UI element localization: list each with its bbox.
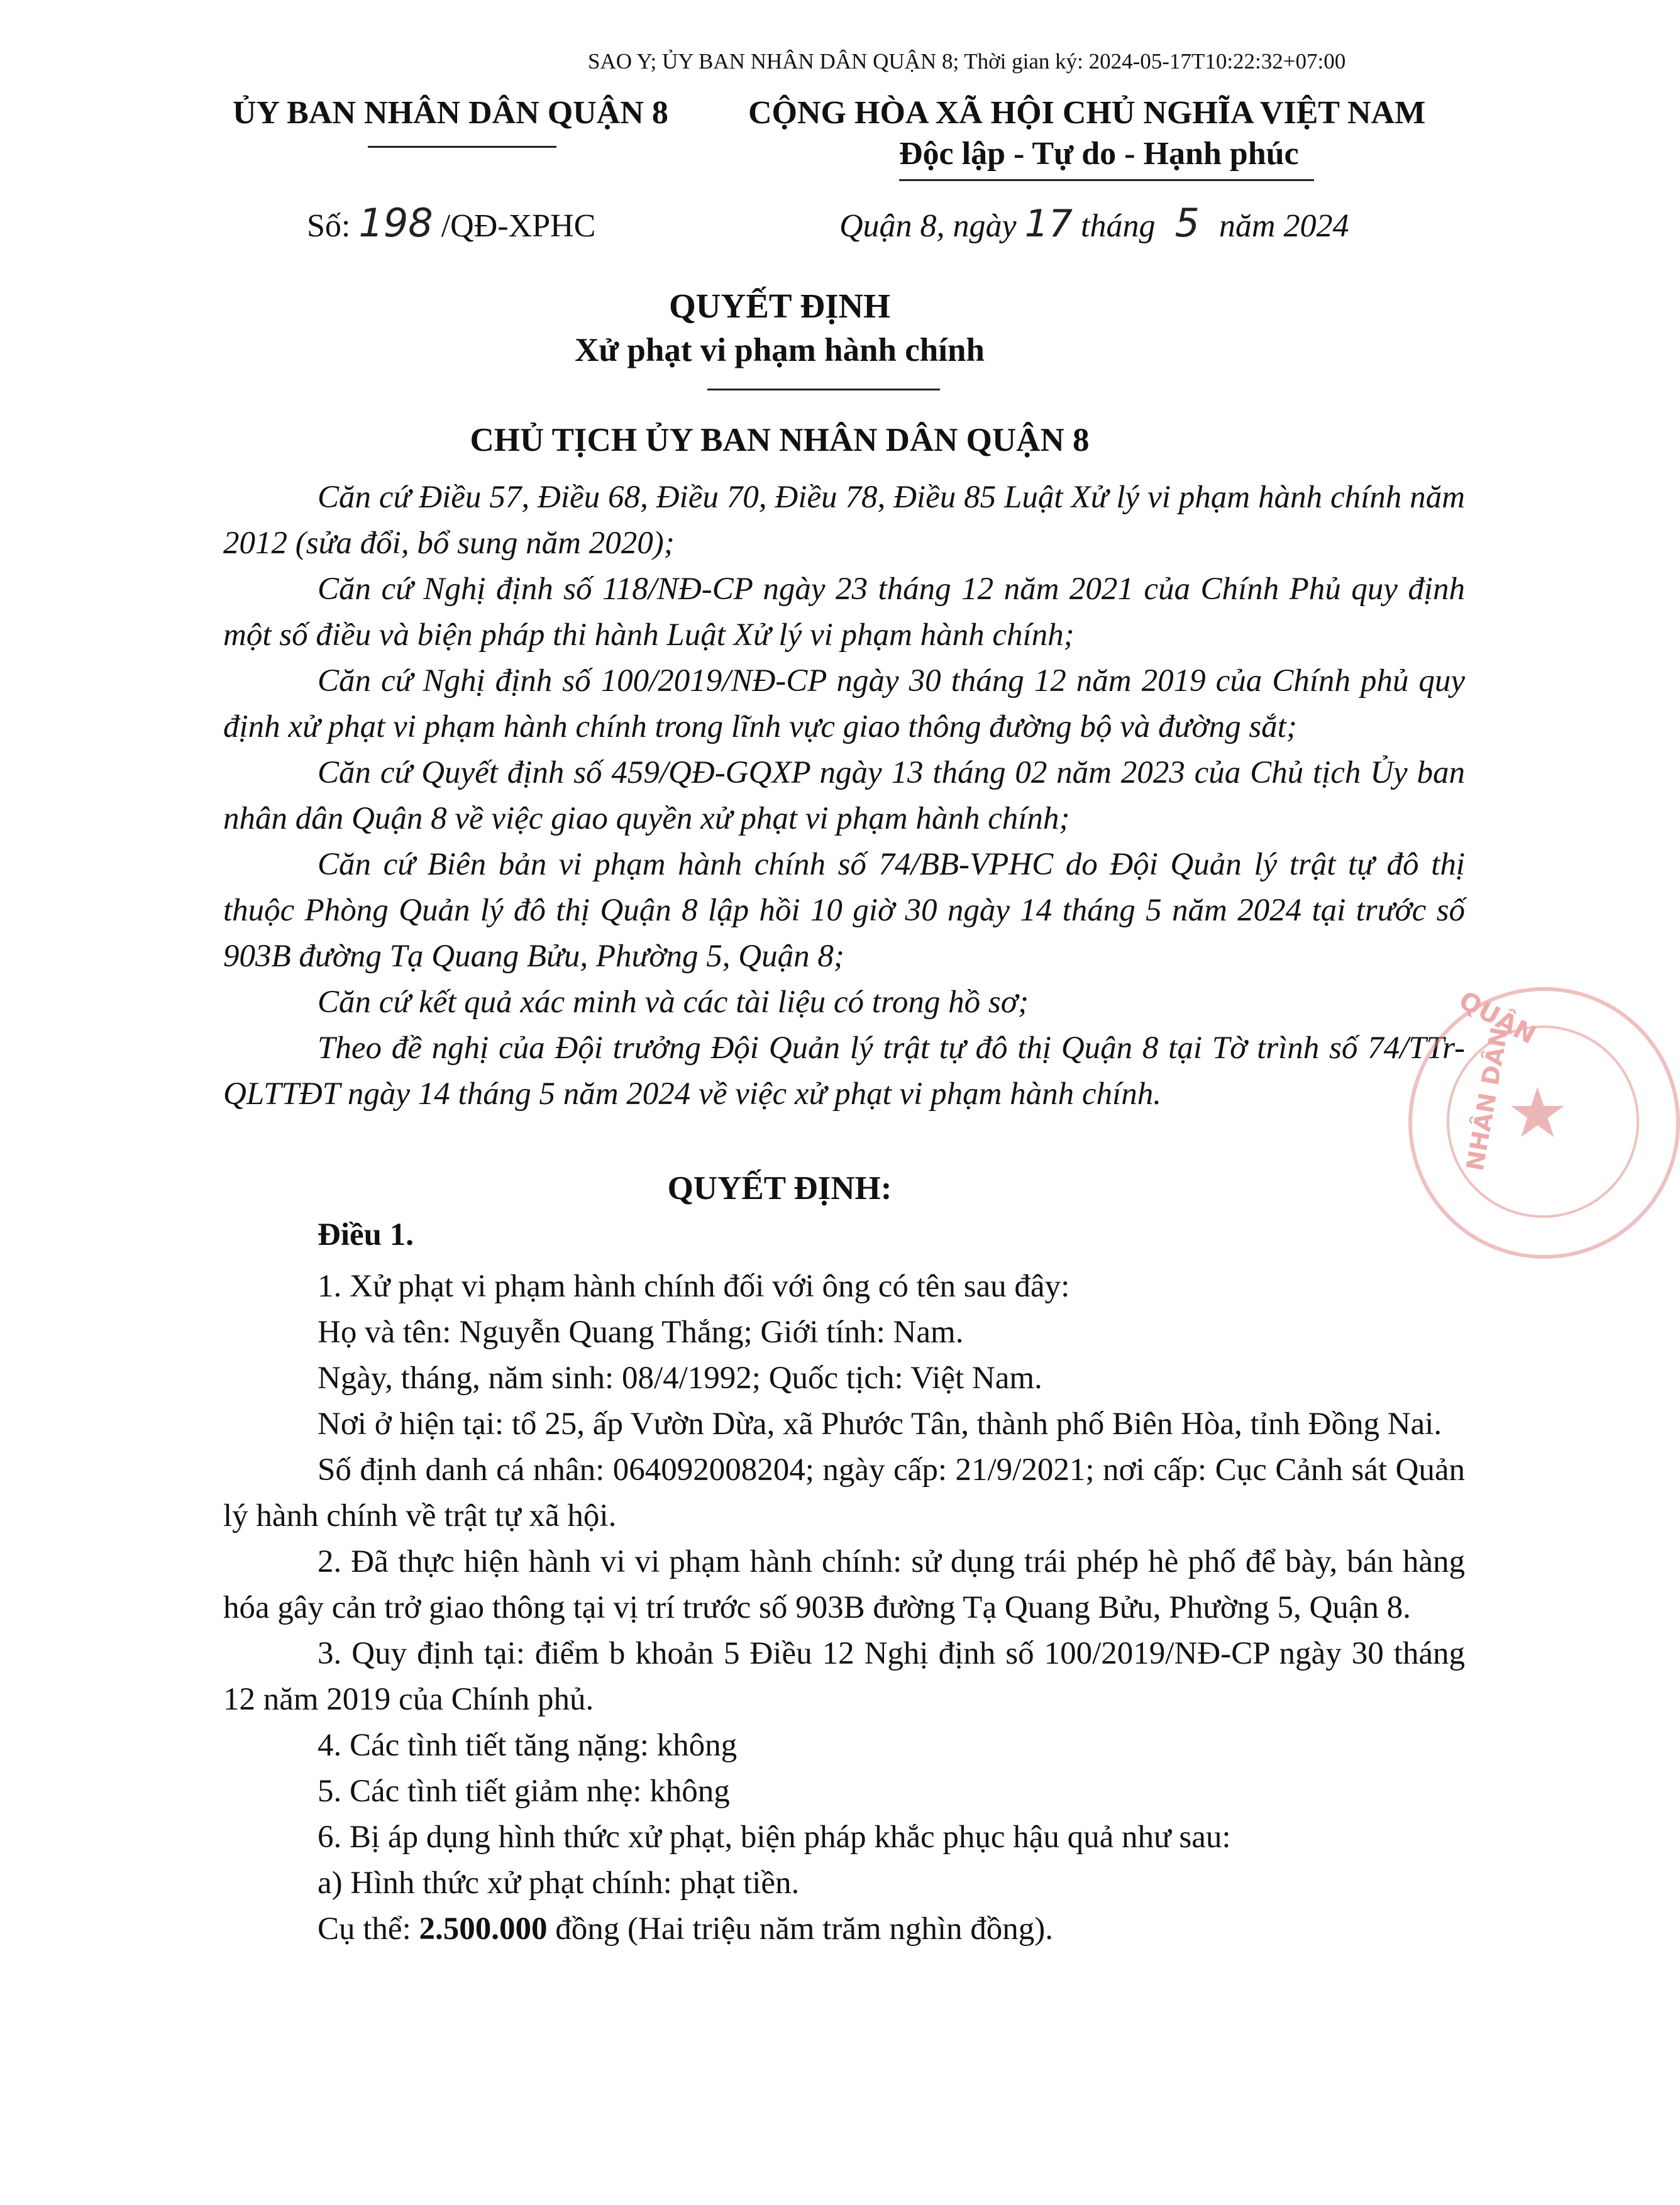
article-item: 3. Quy định tại: điểm b khoản 5 Điều 12 Nghị định số 100/2019/NĐ-CP ngày 30 tháng 12 năm 2019 của Chính phủ. [223,1636,1465,1717]
basis-item: Căn cứ Quyết định số 459/QĐ-GQXP ngày 13 tháng 02 năm 2023 của Chủ tịch Ủy ban nhân dân Quận 8 về việc giao quyền xử phạt vi phạm hành chính; [223,755,1465,836]
article-item: Ngày, tháng, năm sinh: 08/4/1992; Quốc tịch: Việt Nam. [318,1361,1042,1396]
article-item: a) Hình thức xử phạt chính: phạt tiền. [318,1865,800,1901]
basis-item: Căn cứ Điều 57, Điều 68, Điều 70, Điều 78, Điều 85 Luật Xử lý vi phạm hành chính năm 2012 (sửa đổi, bổ sung năm 2020); [223,480,1465,561]
penalty-amount: 2.500.000 [419,1911,548,1947]
basis-item: Căn cứ kết quả xác minh và các tài liệu có trong hồ sơ; [318,985,1029,1020]
star-icon: ★ [1506,1075,1569,1152]
article-item: Số định danh cá nhân: 064092008204; ngày cấp: 21/9/2021; nơi cấp: Cục Cảnh sát Quản lý hành chính về trật tự xã hội. [223,1452,1465,1534]
seal-text-side: NHÂN DÂN [1461,1025,1514,1173]
basis-item: Theo đề nghị của Đội trưởng Đội Quản lý trật tự đô thị Quận 8 tại Tờ trình số 74/TTr-QLTTĐT ngày 14 tháng 5 năm 2024 về việc xử phạt vi phạm hành chính. [223,1031,1465,1112]
article-body [223,1264,1465,1952]
republic-name: CỘNG HÒA XÃ HỘI CHỦ NGHĨA VIỆT NAM [748,95,1426,131]
decision-heading: QUYẾT ĐỊNH: [667,1170,892,1207]
article-heading: Điều 1. [318,1217,414,1252]
article-item: 2. Đã thực hiện hành vi vi phạm hành chính: sử dụng trái phép hè phố để bày, bán hàng hóa gây cản trở giao thông tại vị trí trước số 903B đường Tạ Quang Bửu, Phường 5, Quận 8. [223,1544,1465,1625]
agency-underline [368,146,556,148]
agency-name: ỦY BAN NHÂN DÂN QUẬN 8 [233,95,668,131]
date-place: Quận 8, ngày [839,208,1017,244]
issuing-authority: CHỦ TỊCH ỦY BAN NHÂN DÂN QUẬN 8 [470,422,1090,458]
date-year: năm 2024 [1219,208,1349,244]
article-item: 1. Xử phạt vi phạm hành chính đối với ông có tên sau đây: [318,1269,1070,1304]
number-handwritten: 198 [358,200,433,246]
amount-prefix: Cụ thể: [318,1911,411,1947]
penalty-amount-line [223,1906,1465,1952]
article-item: 6. Bị áp dụng hình thức xử phạt, biện pháp khắc phục hậu quả như sau: [318,1820,1231,1855]
national-motto: Độc lập - Tự do - Hạnh phúc [899,136,1299,172]
title-underline [707,389,940,390]
article-item: 4. Các tình tiết tăng nặng: không [318,1728,738,1763]
basis-item: Căn cứ Nghị định số 118/NĐ-CP ngày 23 tháng 12 năm 2021 của Chính Phủ quy định một số điều và biện pháp thi hành Luật Xử lý vi phạm hành chính; [223,572,1465,653]
legal-bases [223,475,1465,1117]
motto-underline [899,179,1314,181]
basis-item: Căn cứ Nghị định số 100/2019/NĐ-CP ngày 30 tháng 12 năm 2019 của Chính phủ quy định xử phạt vi phạm hành chính trong lĩnh vực giao thông đường bộ và đường sắt; [223,663,1465,744]
article-item: 5. Các tình tiết giảm nhẹ: không [318,1774,730,1809]
date-month: 5 [1174,200,1200,246]
date-month-label: tháng [1081,208,1156,244]
decision-number [307,200,595,246]
date-day: 17 [1024,202,1073,246]
copy-notice: SAO Y; ỦY BAN NHÂN DÂN QUẬN 8; Thời gian ký: 2024-05-17T10:22:32+07:00 [588,49,1346,74]
document-subtitle: Xử phạt vi phạm hành chính [575,332,985,368]
article-item: Nơi ở hiện tại: tổ 25, ấp Vườn Dừa, xã Phước Tân, thành phố Biên Hòa, tỉnh Đồng Nai. [318,1406,1442,1442]
number-suffix: /QĐ-XPHC [441,208,596,244]
document-title: QUYẾT ĐỊNH [669,287,890,325]
amount-suffix: đồng (Hai triệu năm trăm nghìn đồng). [555,1911,1053,1947]
basis-item: Căn cứ Biên bản vi phạm hành chính số 74/BB-VPHC do Đội Quản lý trật tự đô thị thuộc Phòng Quản lý đô thị Quận 8 lập hồi 10 giờ 30 ngày 14 tháng 5 năm 2024 tại trước số 903B đường Tạ Quang Bửu, Phường 5, Quận 8; [223,847,1465,974]
official-seal [1408,987,1680,1259]
article-item: Họ và tên: Nguyễn Quang Thắng; Giới tính: Nam. [318,1315,964,1350]
seal-text-top: QUẬN [1454,985,1541,1051]
number-prefix: Số: [307,208,351,244]
issue-date [839,200,1349,246]
